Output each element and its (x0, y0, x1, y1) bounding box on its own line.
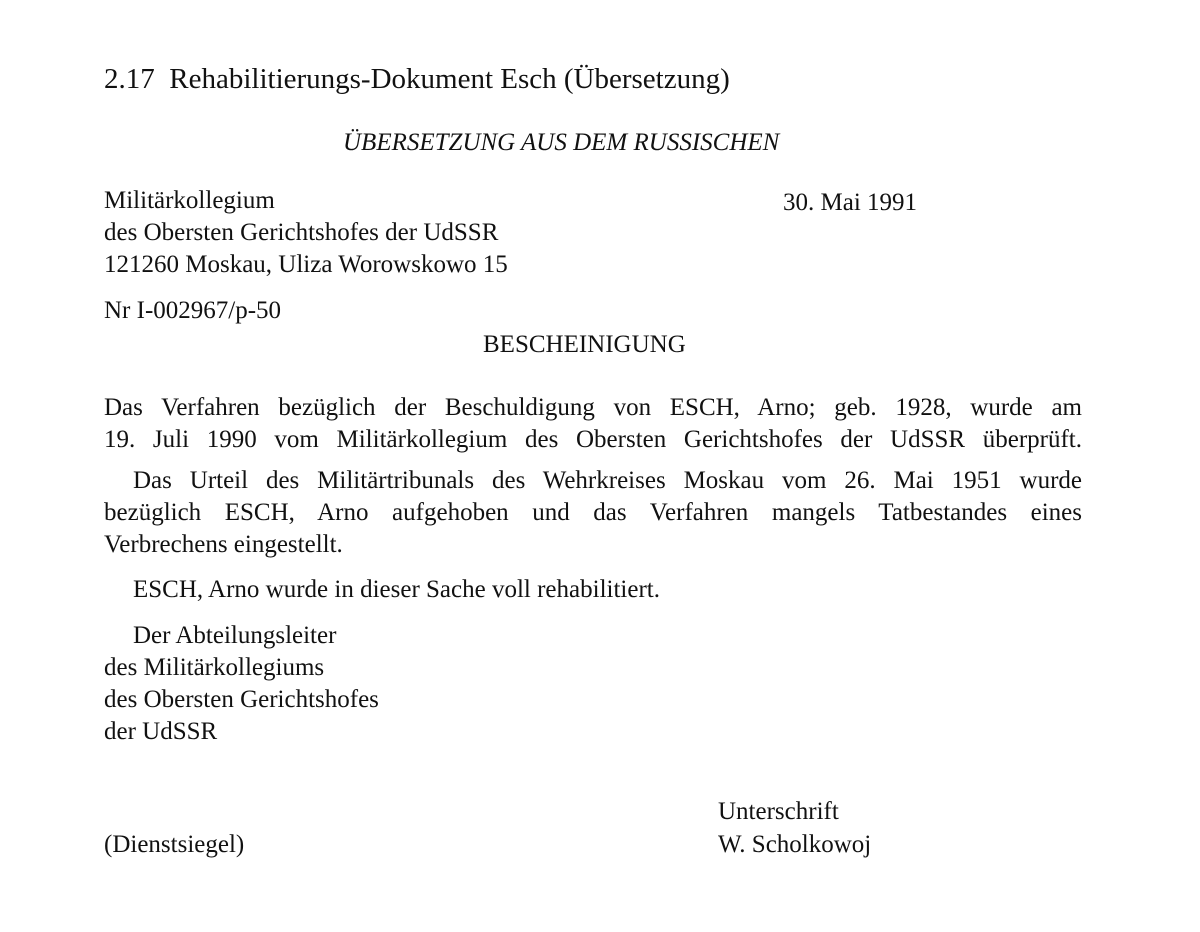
signature-name: W. Scholkowoj (718, 831, 872, 858)
section-title: Rehabilitierungs-Dokument Esch (Übersetzung) (169, 63, 730, 95)
document-type-title: BESCHEINIGUNG (483, 331, 686, 358)
paragraph-2-line-2: bezüglich ESCH, Arno aufgehoben und das Verfahren mangels Tatbestandes eines (104, 499, 1082, 526)
document-subtitle: ÜBERSETZUNG AUS DEM RUSSISCHEN (343, 129, 780, 156)
section-heading (104, 62, 730, 96)
paragraph-2-line-1: Das Urteil des Militärtribunals des Wehrkreises Moskau vom 26. Mai 1951 wurde (133, 467, 1082, 494)
section-number: 2.17 (104, 63, 155, 95)
signatory-line-4: der UdSSR (104, 718, 218, 745)
reference-number: Nr I-002967/p-50 (104, 297, 282, 324)
seal-note: (Dienstsiegel) (104, 831, 245, 858)
signature-label: Unterschrift (718, 798, 839, 825)
paragraph-1-line-2: 19. Juli 1990 vom Militärkollegium des Obersten Gerichtshofes der UdSSR überprüft. (104, 426, 1082, 453)
paragraph-1-line-1: Das Verfahren bezüglich der Beschuldigung von ESCH, Arno; geb. 1928, wurde am (104, 394, 1082, 421)
sender-line-2: des Obersten Gerichtshofes der UdSSR (104, 219, 499, 246)
signatory-line-1: Der Abteilungsleiter (133, 622, 337, 649)
sender-line-3: 121260 Moskau, Uliza Worowskowo 15 (104, 251, 508, 278)
signatory-line-3: des Obersten Gerichtshofes (104, 686, 379, 713)
paragraph-3: ESCH, Arno wurde in dieser Sache voll rehabilitiert. (133, 576, 660, 603)
document-date: 30. Mai 1991 (783, 189, 918, 216)
signatory-line-2: des Militärkollegiums (104, 654, 325, 681)
paragraph-2-line-3: Verbrechens eingestellt. (104, 531, 343, 558)
sender-line-1: Militärkollegium (104, 187, 275, 214)
